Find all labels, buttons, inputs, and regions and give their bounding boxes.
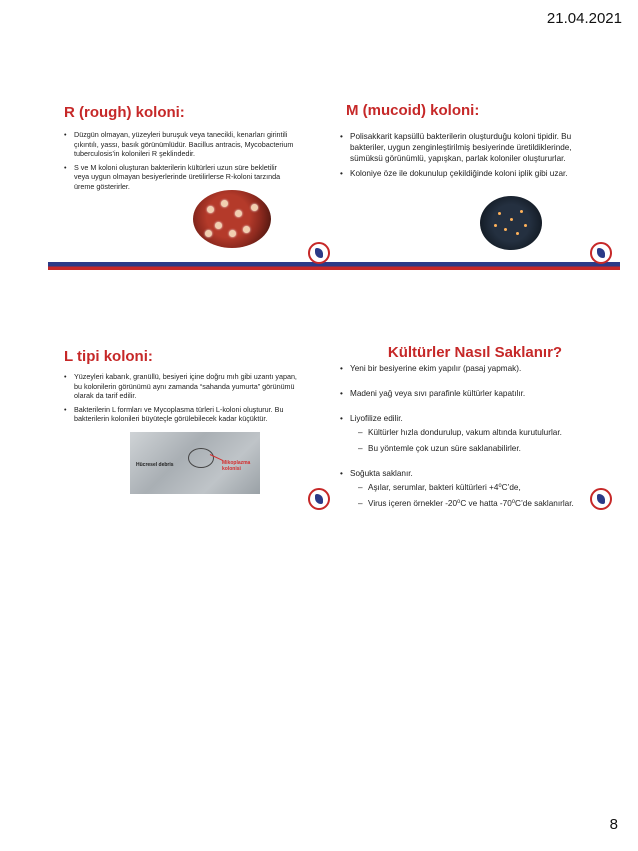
university-logo-icon <box>590 488 612 510</box>
slide-m-koloni <box>330 90 620 270</box>
bullet-text: Soğukta saklanır. <box>350 468 413 478</box>
page-number: 8 <box>609 816 618 833</box>
image-label-mycoplasma: Mikoplazma kolonisi <box>222 460 251 473</box>
bullet-text: Madeni yağ veya sıvı parafinle kültürler kapatılır. <box>350 388 526 398</box>
bullet-list <box>340 364 610 515</box>
bullet-list <box>340 132 590 184</box>
mycoplasma-micrograph-image <box>130 432 260 494</box>
print-date: 21.04.2021 <box>546 10 622 27</box>
highlight-circle <box>188 448 214 468</box>
bullet-item <box>340 389 610 400</box>
sub-list <box>358 482 610 510</box>
bullet-item <box>340 414 610 455</box>
university-logo-icon <box>590 242 612 264</box>
bullet-item <box>340 364 610 375</box>
bullet-text: Yeni bir besiyerine ekim yapılır (pasaj yapmak). <box>350 364 522 373</box>
bullet-text: Liyofilize edilir. <box>350 413 403 423</box>
sub-item: – Aşılar, serumlar, bakteri kültürleri +4⁰C’de, <box>358 482 610 493</box>
slide-r-koloni <box>48 90 338 270</box>
slide-title: L tipi koloni: <box>64 348 153 365</box>
sub-list <box>358 427 610 455</box>
bullet-item: • Polisakkarit kapsüllü bakterilerin oluşturduğu koloni tipidir. Bu bakteriler, uygun zenginleştirilmiş besiyerinde üretildiklerinde, sümüksü görünümlü, yapışkan, parlak koloniler oluştururlar. <box>340 132 590 165</box>
bullet-item: • Yüzeyleri kabarık, granüllü, besiyeri içine doğru mıh gibi uzantı yapan, bu kolonilerin görünümü aynı zamanda “sahanda yumurta” görünümü olarak da tarif edilir. <box>64 372 300 401</box>
sub-item: – Kültürler hızla dondurulup, vakum altında kurutulurlar. <box>358 427 610 438</box>
slide-kultur-saklama <box>330 336 620 516</box>
bullet-item: • Koloniye öze ile dokunulup çekildiğinde koloni iplik gibi uzar. <box>340 169 590 180</box>
bullet-item <box>340 469 610 510</box>
bullet-item: • Bakterilerin L formları ve Mycoplasma türleri L-koloni oluşturur. Bu bakterilerin kolonileri büyüteçle görülebilecek kadar küçüktür. <box>64 405 300 424</box>
slide-footer-band <box>48 262 338 270</box>
image-label-debris: Hücresel debris <box>136 462 174 468</box>
bullet-item: • S ve M koloni oluşturan bakterilerin kültürleri uzun süre bekletilir veya uygun olmayan besiyerlerinde üretilirlerse R-koloni tarzında üreme gösterirler. <box>64 163 294 192</box>
petri-dish-red-image <box>193 190 271 248</box>
bullet-list <box>64 130 294 195</box>
slide-title: M (mucoid) koloni: <box>346 102 480 119</box>
sub-item: – Virus içeren örnekler -20⁰C ve hatta -70⁰C’de saklanırlar. <box>358 498 610 509</box>
sub-item: – Bu yöntemle çok uzun süre saklanabilirler. <box>358 443 610 454</box>
slide-title: Kültürler Nasıl Saklanır? <box>387 344 563 361</box>
slide-title: R (rough) koloni: <box>64 104 185 121</box>
petri-dish-dark-image <box>480 196 542 250</box>
slide-l-tipi-koloni <box>48 336 338 516</box>
university-logo-icon <box>308 242 330 264</box>
slide-footer-band <box>330 262 620 270</box>
university-logo-icon <box>308 488 330 510</box>
bullet-item: • Düzgün olmayan, yüzeyleri buruşuk veya tanecikli, kenarları girintili çıkıntılı, yassı, basık görünümlüdür. Bacillus antracis, Mycobacterium tuberculosis’in kolonileri R şeklindedir. <box>64 130 294 159</box>
bullet-list <box>64 372 300 428</box>
